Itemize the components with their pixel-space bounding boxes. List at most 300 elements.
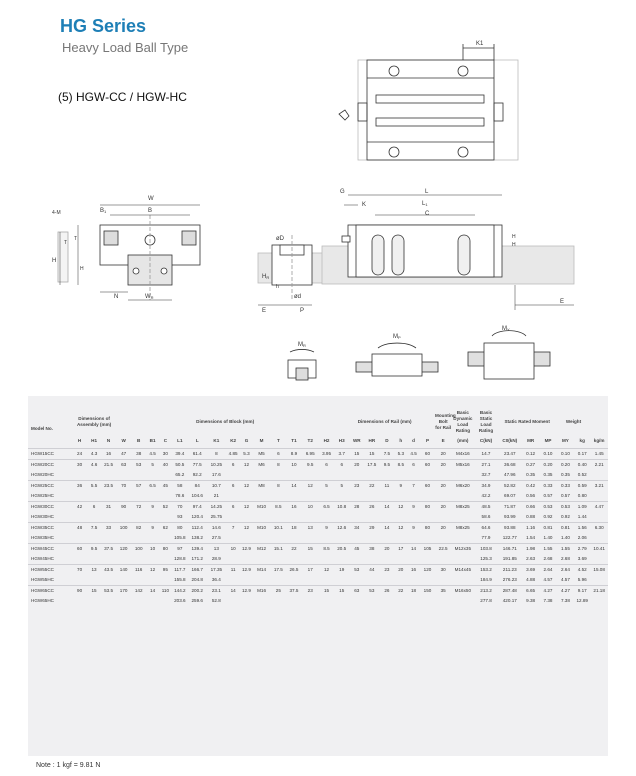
table-cell bbox=[590, 575, 608, 586]
table-cell: 47 bbox=[116, 449, 131, 460]
table-cell bbox=[364, 512, 379, 523]
table-cell: 0.52 bbox=[577, 472, 587, 477]
table-cell: 29 bbox=[364, 523, 379, 534]
moment-mp-diagram bbox=[356, 343, 438, 376]
table-cell: 22 bbox=[286, 544, 301, 555]
table-cell: 17 bbox=[302, 565, 319, 576]
table-cell: 21.18 bbox=[590, 586, 608, 597]
table-cell: 5.3 bbox=[240, 449, 253, 460]
table-cell bbox=[253, 533, 270, 544]
table-cell: 211.23 bbox=[498, 565, 522, 576]
side-view-drawing bbox=[322, 195, 574, 310]
table-cell: 6 bbox=[226, 502, 240, 513]
table-cell bbox=[286, 596, 301, 606]
table-cell bbox=[159, 470, 172, 481]
table-cell: 5.5 bbox=[87, 481, 101, 492]
table-cell: 12 bbox=[302, 481, 319, 492]
table-cell: 31 bbox=[101, 502, 116, 513]
c-label: C bbox=[425, 211, 430, 217]
table-cell: 16 bbox=[407, 565, 420, 576]
table-cell bbox=[87, 533, 101, 544]
table-cell: 13 bbox=[302, 523, 319, 534]
table-cell: 0.17 bbox=[574, 449, 590, 460]
table-cell bbox=[349, 470, 364, 481]
table-cell bbox=[270, 533, 286, 544]
table-cell bbox=[116, 554, 131, 565]
table-cell bbox=[286, 491, 301, 502]
table-cell: 9.5 bbox=[302, 460, 319, 471]
table-cell: 0.81 bbox=[539, 523, 556, 534]
table-cell: 170 bbox=[116, 586, 131, 597]
table-row bbox=[28, 544, 608, 555]
symbol-cell: MY bbox=[561, 438, 569, 443]
table-cell: 20 bbox=[349, 460, 364, 471]
table-cell: 12 bbox=[394, 502, 407, 513]
table-cell: 9 bbox=[407, 523, 420, 534]
table-cell: 171.2 bbox=[191, 556, 203, 561]
table-cell: 2.06 bbox=[577, 535, 587, 540]
table-cell bbox=[451, 533, 474, 544]
table-cell: 110 bbox=[159, 586, 172, 597]
table-cell: 103.8 bbox=[474, 544, 497, 555]
table-cell: 18 bbox=[407, 586, 420, 597]
table-cell bbox=[270, 596, 286, 606]
table-cell bbox=[146, 491, 159, 502]
model-header: Model No. bbox=[31, 426, 53, 431]
table-cell: 6 bbox=[319, 460, 334, 471]
table-cell: M14x45 bbox=[451, 565, 474, 576]
table-cell: 26.5 bbox=[286, 565, 301, 576]
symbol-cell: P bbox=[425, 438, 430, 443]
static-rating-header: Basic Static Load Rating bbox=[478, 410, 494, 433]
w-label: W bbox=[148, 196, 154, 202]
table-cell: 12 bbox=[240, 523, 253, 534]
table-cell: 92.2 bbox=[192, 472, 202, 477]
table-cell: 155.8 bbox=[174, 577, 186, 582]
table-cell: 0.92 bbox=[560, 514, 570, 519]
table-cell: 120.4 bbox=[191, 514, 203, 519]
table-cell: 128.8 bbox=[174, 556, 186, 561]
table-cell: 18 bbox=[286, 523, 301, 534]
symbol-cell: D bbox=[385, 438, 389, 443]
table-cell: 15.08 bbox=[590, 565, 608, 576]
table-row bbox=[28, 565, 608, 576]
table-cell: 14 bbox=[379, 502, 394, 513]
table-cell: 104.6 bbox=[191, 493, 203, 498]
table-cell: 12 bbox=[319, 565, 334, 576]
table-cell: 6.95 bbox=[302, 449, 319, 460]
table-cell: 23 bbox=[349, 481, 364, 492]
table-cell: 122.77 bbox=[502, 535, 517, 540]
table-cell bbox=[116, 491, 131, 502]
top-view-drawing bbox=[339, 44, 518, 160]
symbol-cell: W bbox=[121, 438, 126, 443]
table-cell: 93 bbox=[177, 514, 183, 519]
table-cell: 4.5 bbox=[407, 449, 420, 460]
table-cell: 93.99 bbox=[504, 514, 516, 519]
model-cell: HGW25CC bbox=[28, 481, 72, 492]
table-cell: 22.5 bbox=[435, 544, 451, 555]
symbol-cell: G bbox=[244, 438, 249, 443]
symbol-cell: H2 bbox=[323, 438, 330, 443]
table-cell: 58.6 bbox=[481, 514, 491, 519]
wr-label: WR bbox=[145, 294, 154, 300]
table-cell: 36.68 bbox=[498, 460, 522, 471]
table-row bbox=[28, 491, 608, 502]
table-cell: 21 bbox=[213, 493, 219, 498]
table-cell bbox=[253, 596, 270, 606]
table-cell: M4x16 bbox=[451, 449, 474, 460]
table-cell bbox=[240, 533, 253, 544]
table-cell bbox=[407, 491, 420, 502]
table-cell bbox=[420, 575, 435, 586]
table-cell: 19 bbox=[334, 565, 349, 576]
table-cell bbox=[349, 491, 364, 502]
table-cell: 80 bbox=[420, 523, 435, 534]
symbol-cell: T1 bbox=[291, 438, 297, 443]
symbol-cell: h bbox=[399, 438, 403, 443]
table-cell: 0.12 bbox=[522, 449, 539, 460]
table-cell: 277.8 bbox=[480, 598, 492, 603]
e-label: E bbox=[262, 308, 267, 314]
table-cell bbox=[253, 575, 270, 586]
table-cell bbox=[131, 533, 146, 544]
table-row bbox=[28, 523, 608, 534]
table-cell: M5x16 bbox=[451, 460, 474, 471]
table-cell bbox=[379, 512, 394, 523]
model-cell: HGW35CC bbox=[28, 523, 72, 534]
table-cell: 153.2 bbox=[474, 565, 497, 576]
table-cell bbox=[420, 554, 435, 565]
table-cell bbox=[226, 491, 240, 502]
table-cell: 57 bbox=[131, 481, 146, 492]
table-cell: 70 bbox=[172, 502, 188, 513]
t-label: T bbox=[74, 236, 78, 242]
table-cell bbox=[146, 575, 159, 586]
symbol-cell: C0(kN) bbox=[502, 438, 518, 443]
table-cell: 7 bbox=[226, 523, 240, 534]
specification-table bbox=[28, 410, 608, 606]
table-cell bbox=[407, 470, 420, 481]
table-cell bbox=[407, 575, 420, 586]
table-cell: 120 bbox=[420, 565, 435, 576]
table-cell bbox=[131, 491, 146, 502]
table-row bbox=[28, 449, 608, 460]
table-cell: 105.8 bbox=[174, 535, 186, 540]
symbol-cell: B bbox=[137, 438, 141, 443]
table-cell: 3.21 bbox=[590, 481, 608, 492]
table-cell bbox=[407, 554, 420, 565]
table-cell: 12 bbox=[240, 481, 253, 492]
table-cell bbox=[159, 491, 172, 502]
table-cell: 23 bbox=[379, 565, 394, 576]
table-row bbox=[28, 586, 608, 597]
table-cell: 60 bbox=[72, 544, 87, 555]
table-cell: 166.7 bbox=[188, 565, 207, 576]
table-cell: 5 bbox=[146, 460, 159, 471]
model-cell: HGW30CC bbox=[28, 502, 72, 513]
rail-header: Dimensions of Rail (mm) bbox=[357, 419, 412, 424]
table-cell: M14 bbox=[253, 565, 270, 576]
table-cell: 0.40 bbox=[574, 460, 590, 471]
table-cell bbox=[101, 470, 116, 481]
symbol-cell: MR bbox=[527, 438, 535, 443]
table-cell bbox=[379, 470, 394, 481]
table-cell: 10 bbox=[146, 544, 159, 555]
table-cell: 14.25 bbox=[207, 502, 227, 513]
table-cell: 1.98 bbox=[522, 544, 539, 555]
table-cell: 0.59 bbox=[574, 481, 590, 492]
table-cell bbox=[72, 512, 87, 523]
table-cell: 1.55 bbox=[539, 544, 556, 555]
table-cell: 20 bbox=[435, 449, 451, 460]
table-cell: 0.35 bbox=[560, 472, 570, 477]
table-cell: 20 bbox=[394, 565, 407, 576]
table-cell: 27.1 bbox=[474, 460, 497, 471]
table-cell bbox=[451, 554, 474, 565]
table-cell: 2.64 bbox=[539, 565, 556, 576]
b-label: B bbox=[148, 208, 153, 214]
table-cell: 7.5 bbox=[87, 523, 101, 534]
table-cell bbox=[379, 596, 394, 606]
table-cell: 12 bbox=[394, 523, 407, 534]
table-cell: 4.85 bbox=[226, 449, 240, 460]
table-cell: M12 bbox=[253, 544, 270, 555]
table-cell bbox=[146, 512, 159, 523]
table-cell bbox=[101, 491, 116, 502]
table-row bbox=[28, 460, 608, 471]
table-cell: 0.80 bbox=[577, 493, 587, 498]
symbol-cell: K1 bbox=[213, 438, 220, 443]
table-cell bbox=[590, 491, 608, 502]
table-cell bbox=[286, 554, 301, 565]
table-cell: 8.5 bbox=[319, 544, 334, 555]
table-cell: 10.7 bbox=[207, 481, 227, 492]
table-cell: 2.68 bbox=[543, 556, 553, 561]
table-cell: 42 bbox=[72, 502, 87, 513]
table-cell: M16 bbox=[253, 586, 270, 597]
symbol-cell: T2 bbox=[307, 438, 313, 443]
table-cell: 84 bbox=[188, 481, 207, 492]
table-cell bbox=[379, 575, 394, 586]
table-cell: 184.9 bbox=[480, 577, 492, 582]
table-cell bbox=[420, 596, 435, 606]
table-cell: 4.57 bbox=[543, 577, 553, 582]
table-cell bbox=[319, 554, 334, 565]
table-cell: 38 bbox=[131, 449, 146, 460]
table-cell bbox=[146, 596, 159, 606]
table-cell bbox=[364, 554, 379, 565]
table-cell: 70 bbox=[72, 565, 87, 576]
table-cell bbox=[349, 575, 364, 586]
table-cell: 13 bbox=[207, 544, 227, 555]
table-cell: 48 bbox=[72, 523, 87, 534]
table-cell: 20.5 bbox=[334, 544, 349, 555]
table-cell bbox=[590, 470, 608, 481]
table-cell: 6.30 bbox=[590, 523, 608, 534]
table-cell: 28.9 bbox=[211, 556, 221, 561]
table-cell: 43.5 bbox=[101, 565, 116, 576]
table-cell: 36 bbox=[72, 481, 87, 492]
table-cell: 12 bbox=[240, 502, 253, 513]
dynamic-rating-header: Basic Dynamic Load Rating bbox=[453, 410, 473, 433]
table-cell: 12.9 bbox=[240, 586, 253, 597]
table-cell bbox=[253, 512, 270, 523]
table-cell: 204.8 bbox=[191, 577, 203, 582]
table-cell: 8.5 bbox=[394, 460, 407, 471]
my-label: MY bbox=[502, 326, 510, 332]
table-cell: 142 bbox=[131, 586, 146, 597]
h-label: H bbox=[52, 258, 57, 264]
table-cell: 80 bbox=[172, 523, 188, 534]
table-cell bbox=[131, 575, 146, 586]
table-cell: 4.6 bbox=[87, 460, 101, 471]
table-cell: 60 bbox=[420, 449, 435, 460]
g-label: G bbox=[340, 189, 345, 195]
table-cell: 23.5 bbox=[101, 481, 116, 492]
table-cell bbox=[394, 491, 407, 502]
table-cell bbox=[159, 575, 172, 586]
table-cell: 10.41 bbox=[590, 544, 608, 555]
table-cell: 16 bbox=[286, 502, 301, 513]
table-cell bbox=[435, 491, 451, 502]
table-cell: 3.7 bbox=[334, 449, 349, 460]
table-cell: M6x20 bbox=[451, 481, 474, 492]
table-cell: 53 bbox=[364, 586, 379, 597]
table-cell bbox=[364, 533, 379, 544]
table-cell: 72 bbox=[131, 502, 146, 513]
table-cell bbox=[101, 596, 116, 606]
table-cell: 17.6 bbox=[211, 472, 221, 477]
table-cell bbox=[349, 512, 364, 523]
table-cell: 9.5 bbox=[87, 544, 101, 555]
table-cell: 17 bbox=[394, 544, 407, 555]
table-cell: 0.56 bbox=[526, 493, 536, 498]
hr-label: HR bbox=[262, 274, 270, 280]
table-cell: 82 bbox=[131, 523, 146, 534]
table-row bbox=[28, 470, 608, 481]
k1-label: K1 bbox=[476, 41, 484, 47]
table-cell: 52.82 bbox=[498, 481, 522, 492]
table-cell: 14.6 bbox=[207, 523, 227, 534]
table-cell: 6.5 bbox=[146, 481, 159, 492]
table-cell bbox=[72, 575, 87, 586]
table-cell: 14 bbox=[146, 586, 159, 597]
table-cell: 50.5 bbox=[172, 460, 188, 471]
table-cell bbox=[379, 533, 394, 544]
table-cell: 45 bbox=[349, 544, 364, 555]
table-cell: 4.27 bbox=[557, 586, 574, 597]
table-cell: 26 bbox=[364, 502, 379, 513]
table-cell: 2.68 bbox=[560, 556, 570, 561]
table-cell bbox=[226, 512, 240, 523]
table-cell: 1.16 bbox=[522, 523, 539, 534]
table-cell bbox=[302, 554, 319, 565]
table-cell: 16 bbox=[101, 449, 116, 460]
table-cell bbox=[334, 575, 349, 586]
table-cell: 7.5 bbox=[379, 449, 394, 460]
table-cell: 9 bbox=[407, 502, 420, 513]
symbol-cell: kg bbox=[579, 438, 585, 443]
table-cell: 2.63 bbox=[526, 556, 536, 561]
table-cell bbox=[420, 533, 435, 544]
table-cell: 22 bbox=[394, 586, 407, 597]
table-cell: 45 bbox=[159, 481, 172, 492]
table-cell: 15 bbox=[302, 544, 319, 555]
block-header: Dimensions of Block (mm) bbox=[196, 419, 255, 424]
assembly-header: Dimensions of Assembly (mm) bbox=[76, 416, 112, 427]
table-cell bbox=[364, 575, 379, 586]
table-cell: 9 bbox=[146, 502, 159, 513]
table-cell: 24 bbox=[72, 449, 87, 460]
table-cell: 0.81 bbox=[557, 523, 574, 534]
table-cell: 95 bbox=[159, 565, 172, 576]
table-cell: 125.3 bbox=[480, 556, 492, 561]
table-cell bbox=[240, 512, 253, 523]
moment-header: Static Rated Moment bbox=[504, 419, 550, 424]
table-cell bbox=[87, 470, 101, 481]
table-cell bbox=[286, 470, 301, 481]
table-cell: 191.85 bbox=[502, 556, 517, 561]
table-cell: 39.4 bbox=[172, 449, 188, 460]
table-cell: 23.1 bbox=[207, 586, 227, 597]
table-cell bbox=[87, 554, 101, 565]
table-cell bbox=[349, 533, 364, 544]
table-cell: 20 bbox=[435, 523, 451, 534]
table-cell bbox=[253, 554, 270, 565]
table-cell: 42.2 bbox=[481, 493, 491, 498]
table-cell bbox=[226, 554, 240, 565]
table-cell bbox=[451, 491, 474, 502]
table-cell: M10 bbox=[253, 523, 270, 534]
table-cell bbox=[435, 554, 451, 565]
table-cell: M8x25 bbox=[451, 502, 474, 513]
table-cell: 7 bbox=[407, 481, 420, 492]
od-label: øD bbox=[276, 236, 284, 242]
mp-label: MP bbox=[393, 334, 401, 340]
table-cell: 1.54 bbox=[526, 535, 536, 540]
model-cell: HGW20HC bbox=[31, 472, 54, 477]
model-cell: HGW15CC bbox=[28, 449, 72, 460]
table-cell bbox=[240, 470, 253, 481]
table-cell: 8.5 bbox=[270, 502, 286, 513]
bolt-header: Mounting Bolt for Rail bbox=[435, 413, 456, 430]
table-cell bbox=[87, 491, 101, 502]
h1-label: H bbox=[80, 266, 84, 272]
table-cell: 71.87 bbox=[498, 502, 522, 513]
table-cell: 2.21 bbox=[590, 460, 608, 471]
symbol-cell: T bbox=[276, 438, 280, 443]
table-cell: 6.5 bbox=[319, 502, 334, 513]
p-label: P bbox=[300, 308, 305, 314]
table-cell: 9.17 bbox=[574, 586, 590, 597]
table-cell: 9.5 bbox=[379, 460, 394, 471]
table-cell: 3.95 bbox=[319, 449, 334, 460]
table-row bbox=[28, 596, 608, 606]
table-cell: 1.56 bbox=[574, 523, 590, 534]
table-cell bbox=[379, 491, 394, 502]
table-cell bbox=[334, 491, 349, 502]
table-row bbox=[28, 481, 608, 492]
table-cell bbox=[349, 596, 364, 606]
table-cell: 1.40 bbox=[560, 535, 570, 540]
table-cell bbox=[72, 596, 87, 606]
h2-label: H bbox=[512, 234, 516, 240]
table-cell bbox=[302, 512, 319, 523]
table-cell bbox=[240, 491, 253, 502]
table-cell: 8 bbox=[270, 460, 286, 471]
table-cell: 47.96 bbox=[504, 472, 516, 477]
